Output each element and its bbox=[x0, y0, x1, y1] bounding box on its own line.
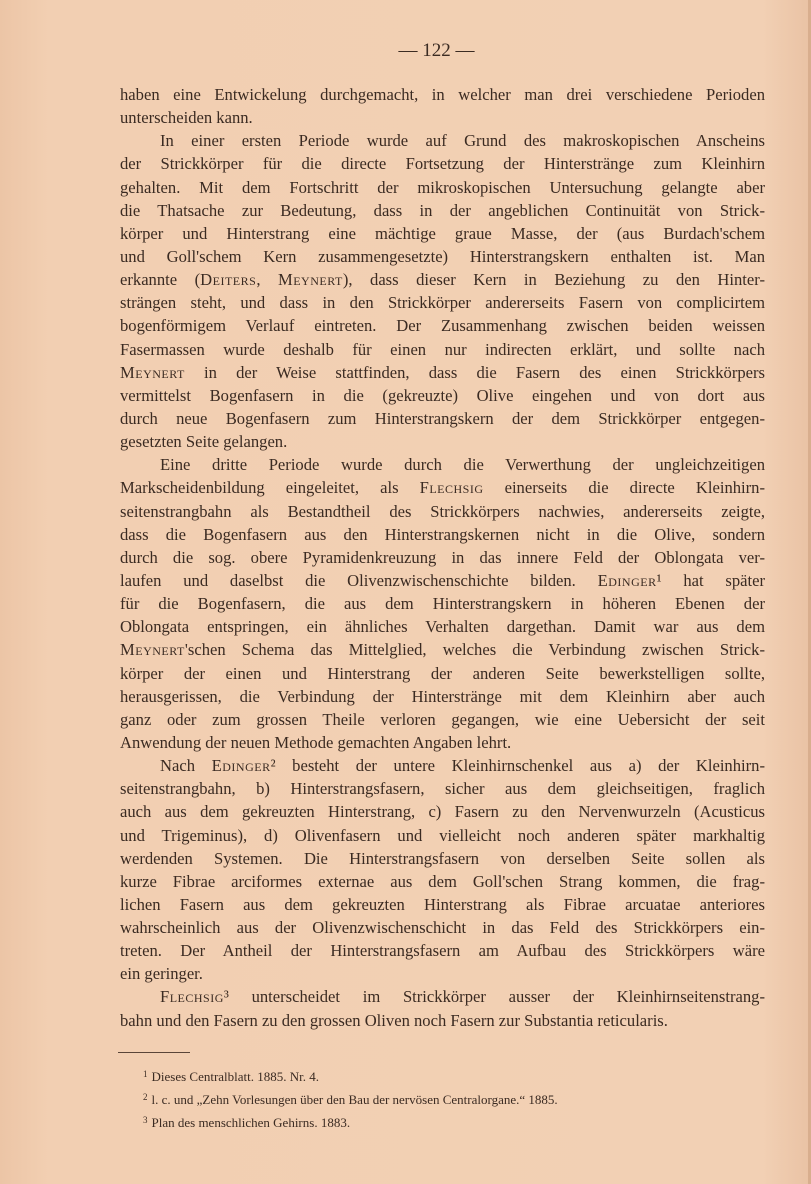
author-name: Meynert bbox=[277, 270, 343, 290]
line-content bbox=[120, 1009, 668, 1032]
text-line bbox=[120, 939, 765, 962]
text-line bbox=[120, 777, 765, 800]
text-line bbox=[120, 847, 765, 870]
line-content bbox=[120, 430, 287, 453]
text-segment: ein geringer. bbox=[120, 964, 203, 984]
text-segment: wahrscheinlich aus der Olivenzwischenschicht in das Feld des Strickkörpers ein- bbox=[120, 918, 765, 938]
line-content bbox=[120, 152, 765, 175]
line-content bbox=[120, 476, 765, 499]
text-segment: gesetzten Seite gelangen. bbox=[120, 432, 288, 452]
text-segment: dass die Bogenfasern aus den Hinterstrangskernen nicht in die Olive, sondern bbox=[120, 524, 765, 544]
text-line bbox=[120, 176, 765, 199]
text-line bbox=[120, 384, 765, 407]
paragraph bbox=[120, 985, 765, 1031]
footnotes bbox=[143, 1064, 558, 1133]
author-name: Edinger bbox=[597, 570, 657, 590]
text-segment: 'schen Schema das Mittelglied, welches die Verbindung zwischen Strick- bbox=[184, 640, 765, 660]
text-line bbox=[120, 407, 765, 430]
text-segment: Markscheidenbildung eingeleitet, als bbox=[120, 478, 420, 498]
line-content bbox=[120, 338, 765, 361]
footnote-text: Dieses Centralblatt. 1885. Nr. 4. bbox=[151, 1069, 320, 1084]
footnote-rule bbox=[118, 1052, 190, 1053]
author-name: Edinger bbox=[211, 756, 271, 776]
line-content bbox=[120, 500, 765, 523]
text-segment: durch die sog. obere Pyramidenkreuzung in das innere Feld der Oblongata ver- bbox=[120, 547, 765, 567]
line-content bbox=[120, 291, 765, 314]
text-segment: kurze Fibrae arciformes externae aus dem Goll'schen Strang kommen, die frag- bbox=[120, 871, 765, 891]
text-line bbox=[120, 731, 765, 754]
text-segment: körper der einen und Hinterstrang der anderen Seite bewerkstelligen sollte, bbox=[120, 663, 765, 683]
text-segment: durch neue Bogenfasern zum Hinterstrangskern der dem Strickkörper entgegen- bbox=[120, 408, 765, 428]
text-segment: und Trigeminus), d) Olivenfasern und vielleicht noch anderen später markhaltig bbox=[120, 825, 765, 845]
text-line bbox=[120, 662, 765, 685]
line-content bbox=[120, 939, 765, 962]
text-line bbox=[120, 222, 765, 245]
line-content bbox=[120, 199, 765, 222]
paragraph bbox=[120, 453, 765, 754]
author-name: Meynert bbox=[120, 640, 185, 660]
text-line bbox=[120, 361, 765, 384]
text-line bbox=[120, 824, 765, 847]
text-line bbox=[120, 638, 765, 661]
line-content bbox=[120, 638, 765, 661]
paragraph bbox=[120, 83, 765, 129]
paragraph bbox=[120, 754, 765, 985]
text-segment: , bbox=[256, 270, 278, 290]
line-content bbox=[120, 384, 765, 407]
line-content bbox=[120, 546, 765, 569]
line-content bbox=[120, 268, 765, 291]
footnote bbox=[143, 1087, 558, 1110]
text-line bbox=[120, 546, 765, 569]
text-segment: und Goll'schem Kern zusammengesetzte) Hinterstrangskern enthalten ist. Man bbox=[120, 246, 765, 266]
text-segment: seitenstrangbahn, b) Hinterstrangsfasern, sicher aus dem gleichseitigen, fraglich bbox=[120, 779, 765, 799]
text-segment: einerseits die directe Kleinhirn- bbox=[483, 478, 765, 498]
text-segment: auch aus dem gekreuzten Hinterstrang, c) Fasern zu den Nervenwurzeln (Acusticus bbox=[120, 802, 765, 822]
line-content bbox=[120, 893, 765, 916]
text-line bbox=[120, 754, 765, 777]
line-content bbox=[120, 407, 765, 430]
footnote-mark: 3 bbox=[143, 1115, 148, 1125]
text-segment: ³ unterscheidet im Strickkörper ausser der Kleinhirnseitenstrang- bbox=[223, 987, 765, 1007]
footnote bbox=[143, 1110, 558, 1133]
page-number: — 122 — bbox=[398, 40, 475, 61]
text-line bbox=[120, 708, 765, 731]
line-content bbox=[120, 685, 765, 708]
line-content bbox=[120, 708, 765, 731]
line-content bbox=[120, 83, 765, 106]
line-content bbox=[120, 662, 765, 685]
text-segment: Nach bbox=[160, 756, 212, 776]
text-line bbox=[120, 569, 765, 592]
line-content bbox=[120, 870, 765, 893]
line-content bbox=[120, 314, 765, 337]
line-content bbox=[120, 777, 765, 800]
text-segment: treten. Der Antheil der Hinterstrangsfasern am Aufbau des Strickkörpers wäre bbox=[120, 941, 765, 961]
text-segment: herausgerissen, die Verbindung der Hinterstränge mit dem Kleinhirn aber auch bbox=[120, 686, 765, 706]
footnote-text: l. c. und „Zehn Vorlesungen über den Bau der nervösen Centralorgane.“ 1885. bbox=[151, 1092, 558, 1107]
text-segment: strängen steht, und dass in den Strickkörper andererseits Fasern von complicirtem bbox=[120, 293, 765, 313]
text-segment: ¹ hat später bbox=[656, 570, 765, 590]
text-segment: ganz oder zum grossen Theile verloren gegangen, wie eine Uebersicht der seit bbox=[120, 709, 765, 729]
footnote-mark: 2 bbox=[143, 1092, 148, 1102]
text-line bbox=[120, 916, 765, 939]
text-line bbox=[120, 985, 765, 1008]
text-line bbox=[120, 245, 765, 268]
body-text bbox=[120, 83, 765, 1032]
text-segment: der Strickkörper für die directe Fortsetzung der Hinterstränge zum Kleinhirn bbox=[120, 154, 765, 174]
author-name: Meynert bbox=[120, 362, 185, 382]
text-segment: bahn und den Fasern zu den grossen Oliven noch Fasern zur Substantia reticularis. bbox=[120, 1010, 668, 1030]
text-line bbox=[120, 1009, 765, 1032]
text-line bbox=[120, 338, 765, 361]
page-header bbox=[0, 40, 811, 62]
line-content bbox=[120, 731, 511, 754]
text-segment: ² besteht der untere Kleinhirnschenkel aus a) der Kleinhirn- bbox=[270, 756, 765, 776]
line-content bbox=[120, 824, 765, 847]
text-segment: die Thatsache zur Bedeutung, dass in der angeblichen Continuität von Strick- bbox=[120, 200, 765, 220]
text-segment: unterscheiden kann. bbox=[120, 108, 253, 128]
line-content bbox=[120, 106, 253, 129]
line-content bbox=[120, 800, 765, 823]
text-line bbox=[120, 685, 765, 708]
line-content bbox=[160, 453, 765, 476]
text-line bbox=[120, 453, 765, 476]
line-content bbox=[120, 523, 765, 546]
text-line bbox=[120, 152, 765, 175]
text-segment: für die Bogenfasern, die aus dem Hinterstrangskern in höheren Ebenen der bbox=[120, 594, 765, 614]
text-segment: gehalten. Mit dem Fortschritt der mikroskopischen Untersuchung gelangte aber bbox=[120, 177, 765, 197]
text-line bbox=[120, 476, 765, 499]
text-line bbox=[120, 199, 765, 222]
line-content bbox=[120, 962, 203, 985]
text-segment: haben eine Entwickelung durchgemacht, in welcher man drei verschiedene Perioden bbox=[120, 85, 765, 104]
line-content bbox=[120, 615, 765, 638]
footnote-mark: 1 bbox=[143, 1069, 148, 1079]
author-name: Flechsig bbox=[160, 987, 224, 1007]
text-line bbox=[120, 430, 765, 453]
text-line bbox=[120, 870, 765, 893]
text-segment: Anwendung der neuen Methode gemachten Angaben lehrt. bbox=[120, 732, 512, 752]
text-line bbox=[120, 800, 765, 823]
text-segment: bogenförmigem Verlauf eintreten. Der Zusammenhang zwischen beiden weissen bbox=[120, 316, 765, 336]
text-line bbox=[120, 592, 765, 615]
text-segment: laufen und daselbst die Olivenzwischenschichte bilden. bbox=[120, 570, 598, 590]
text-segment: In einer ersten Periode wurde auf Grund des makroskopischen Anscheins bbox=[160, 131, 765, 151]
text-line bbox=[120, 83, 765, 106]
line-content bbox=[160, 129, 765, 152]
text-segment: lichen Fasern aus dem gekreuzten Hinterstrang als Fibrae arcuatae anteriores bbox=[120, 894, 765, 914]
text-line bbox=[120, 129, 765, 152]
text-segment: Eine dritte Periode wurde durch die Verwerthung der ungleichzeitigen bbox=[160, 455, 765, 475]
text-segment: in der Weise stattfinden, dass die Fasern des einen Strickkörpers bbox=[184, 362, 765, 382]
line-content bbox=[120, 847, 765, 870]
text-segment: vermittelst Bogenfasern in die (gekreuzte) Olive eingehen und von dort aus bbox=[120, 385, 765, 405]
text-line bbox=[120, 268, 765, 291]
footnote bbox=[143, 1064, 558, 1087]
text-segment: ), dass dieser Kern in Beziehung zu den Hinter- bbox=[342, 270, 765, 290]
text-segment: Oblongata entspringen, ein ähnliches Verhalten dargethan. Damit war aus dem bbox=[120, 617, 765, 637]
line-content bbox=[160, 985, 765, 1008]
line-content bbox=[120, 245, 765, 268]
text-line bbox=[120, 523, 765, 546]
paragraph bbox=[120, 129, 765, 453]
text-segment: körper und Hinterstrang eine mächtige graue Masse, der (aus Burdach'schem bbox=[120, 223, 765, 243]
author-name: Flechsig bbox=[419, 478, 484, 498]
text-segment: werdenden Systemen. Die Hinterstrangsfasern von derselben Seite sollen als bbox=[120, 848, 765, 868]
text-segment: Fasermassen wurde deshalb für einen nur indirecten erklärt, und sollte nach bbox=[120, 339, 765, 359]
author-name: Deiters bbox=[200, 270, 257, 290]
line-content bbox=[120, 176, 765, 199]
text-line bbox=[120, 500, 765, 523]
line-content bbox=[120, 222, 765, 245]
line-content bbox=[120, 361, 765, 384]
text-line bbox=[120, 106, 765, 129]
text-line bbox=[120, 314, 765, 337]
text-line bbox=[120, 962, 765, 985]
text-line bbox=[120, 615, 765, 638]
text-segment: seitenstrangbahn als Bestandtheil des Strickkörpers nachwies, andererseits zeigte, bbox=[120, 501, 765, 521]
text-line bbox=[120, 291, 765, 314]
text-line bbox=[120, 893, 765, 916]
line-content bbox=[120, 916, 765, 939]
line-content bbox=[160, 754, 765, 777]
text-segment: erkannte ( bbox=[120, 270, 201, 290]
line-content bbox=[120, 592, 765, 615]
footnote-text: Plan des menschlichen Gehirns. 1883. bbox=[151, 1115, 351, 1130]
line-content bbox=[120, 569, 765, 592]
